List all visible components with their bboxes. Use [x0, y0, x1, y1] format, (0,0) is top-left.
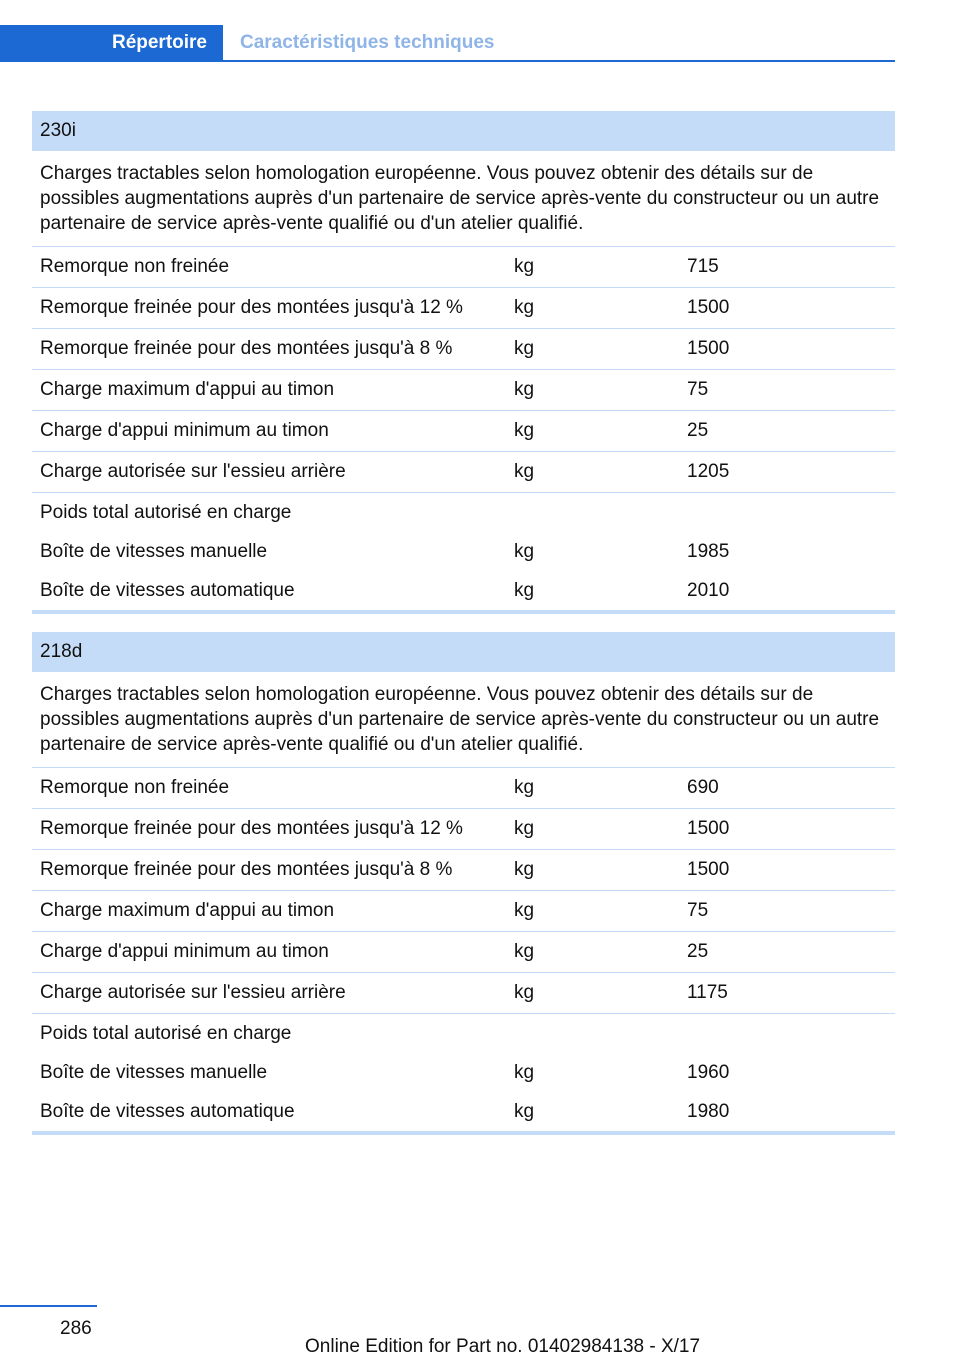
- row-value: 1500: [687, 297, 730, 318]
- row-label: Remorque freinée pour des montées jusqu'à 8 %: [40, 338, 453, 359]
- row-value: 25: [687, 420, 709, 441]
- group-title: Poids total autorisé en charge: [40, 501, 292, 523]
- row-unit: kg: [514, 859, 535, 880]
- row-label: Remorque non freinée: [40, 256, 230, 277]
- table-row: [32, 571, 895, 610]
- table-row: [32, 532, 895, 571]
- group-title-row: [32, 1014, 895, 1053]
- table-row: [32, 1053, 895, 1092]
- table-row: [32, 809, 895, 850]
- row-value: 1980: [687, 1100, 730, 1122]
- section-divider: [32, 610, 895, 614]
- table-row: [32, 973, 895, 1014]
- table-row: [32, 768, 895, 809]
- row-label: Charge d'appui minimum au timon: [40, 941, 329, 962]
- row-unit: kg: [514, 579, 535, 601]
- row-label: Boîte de vitesses automatique: [40, 1100, 295, 1122]
- row-value: 75: [687, 900, 709, 921]
- table-row: [32, 288, 895, 329]
- table-row: [32, 1092, 895, 1131]
- row-value: 1985: [687, 540, 730, 562]
- table-row: [32, 370, 895, 411]
- section-218d: [32, 632, 895, 1135]
- row-label: Boîte de vitesses manuelle: [40, 540, 268, 562]
- row-value: 2010: [687, 579, 730, 601]
- table-row: [32, 329, 895, 370]
- row-label: Remorque non freinée: [40, 777, 230, 798]
- section-intro: Charges tractables selon homologation européenne. Vous pouvez obtenir des détails sur de possibles augmentations auprès d'un partenaire de service après-vente du constructeur ou un autre partenaire de service après-vente qualifié ou d'un atelier qualifié.: [32, 672, 895, 768]
- edition-note: Online Edition for Part no. 01402984138 - X/17: [305, 1336, 701, 1357]
- row-unit: kg: [514, 461, 535, 482]
- row-label: Charge maximum d'appui au timon: [40, 900, 335, 921]
- page-number: 286: [60, 1318, 92, 1339]
- table-row: [32, 411, 895, 452]
- row-label: Charge d'appui minimum au timon: [40, 420, 329, 441]
- footer-divider: [0, 1305, 97, 1307]
- row-value: 1500: [687, 818, 730, 839]
- tab-repertoire[interactable]: Répertoire: [0, 25, 223, 60]
- table-row: [32, 850, 895, 891]
- header-divider: [0, 60, 895, 62]
- row-unit: kg: [514, 777, 535, 798]
- row-value: 1500: [687, 859, 730, 880]
- tab-caracteristiques-techniques[interactable]: Caractéristiques techniques: [240, 31, 495, 53]
- row-label: Charge autorisée sur l'essieu arrière: [40, 982, 346, 1003]
- row-value: 1205: [687, 461, 730, 482]
- group-title-row: [32, 493, 895, 532]
- row-value: 715: [687, 256, 719, 277]
- row-value: 1500: [687, 338, 730, 359]
- row-unit: kg: [514, 1100, 535, 1122]
- group-title: Poids total autorisé en charge: [40, 1022, 292, 1044]
- row-label: Remorque freinée pour des montées jusqu'à 12 %: [40, 297, 463, 318]
- section-intro: Charges tractables selon homologation européenne. Vous pouvez obtenir des détails sur de possibles augmentations auprès d'un partenaire de service après-vente du constructeur ou un autre partenaire de service après-vente qualifié ou d'un atelier qualifié.: [32, 151, 895, 247]
- row-unit: kg: [514, 338, 535, 359]
- table-row: [32, 891, 895, 932]
- row-label: Remorque freinée pour des montées jusqu'à 8 %: [40, 859, 453, 880]
- row-value: 75: [687, 379, 709, 400]
- row-unit: kg: [514, 379, 535, 400]
- row-label: Charge maximum d'appui au timon: [40, 379, 335, 400]
- row-unit: kg: [514, 982, 535, 1003]
- row-unit: kg: [514, 540, 535, 562]
- row-value: 690: [687, 777, 719, 798]
- row-unit: kg: [514, 941, 535, 962]
- row-value: 1960: [687, 1061, 730, 1083]
- section-230i: [32, 111, 895, 614]
- table-row: [32, 452, 895, 493]
- table-row: [32, 247, 895, 288]
- row-label: Charge autorisée sur l'essieu arrière: [40, 461, 346, 482]
- row-unit: kg: [514, 420, 535, 441]
- row-unit: kg: [514, 297, 535, 318]
- row-label: Boîte de vitesses manuelle: [40, 1061, 268, 1083]
- section-divider: [32, 1131, 895, 1135]
- row-unit: kg: [514, 900, 535, 921]
- row-value: 1175: [687, 982, 728, 1003]
- section-title: 230i: [32, 111, 895, 151]
- row-value: 25: [687, 941, 709, 962]
- row-label: Remorque freinée pour des montées jusqu'à 12 %: [40, 818, 463, 839]
- section-title: 218d: [32, 632, 895, 672]
- row-unit: kg: [514, 1061, 535, 1083]
- page-header: [0, 25, 895, 62]
- row-label: Boîte de vitesses automatique: [40, 579, 295, 601]
- row-unit: kg: [514, 256, 535, 277]
- row-unit: kg: [514, 818, 535, 839]
- table-row: [32, 932, 895, 973]
